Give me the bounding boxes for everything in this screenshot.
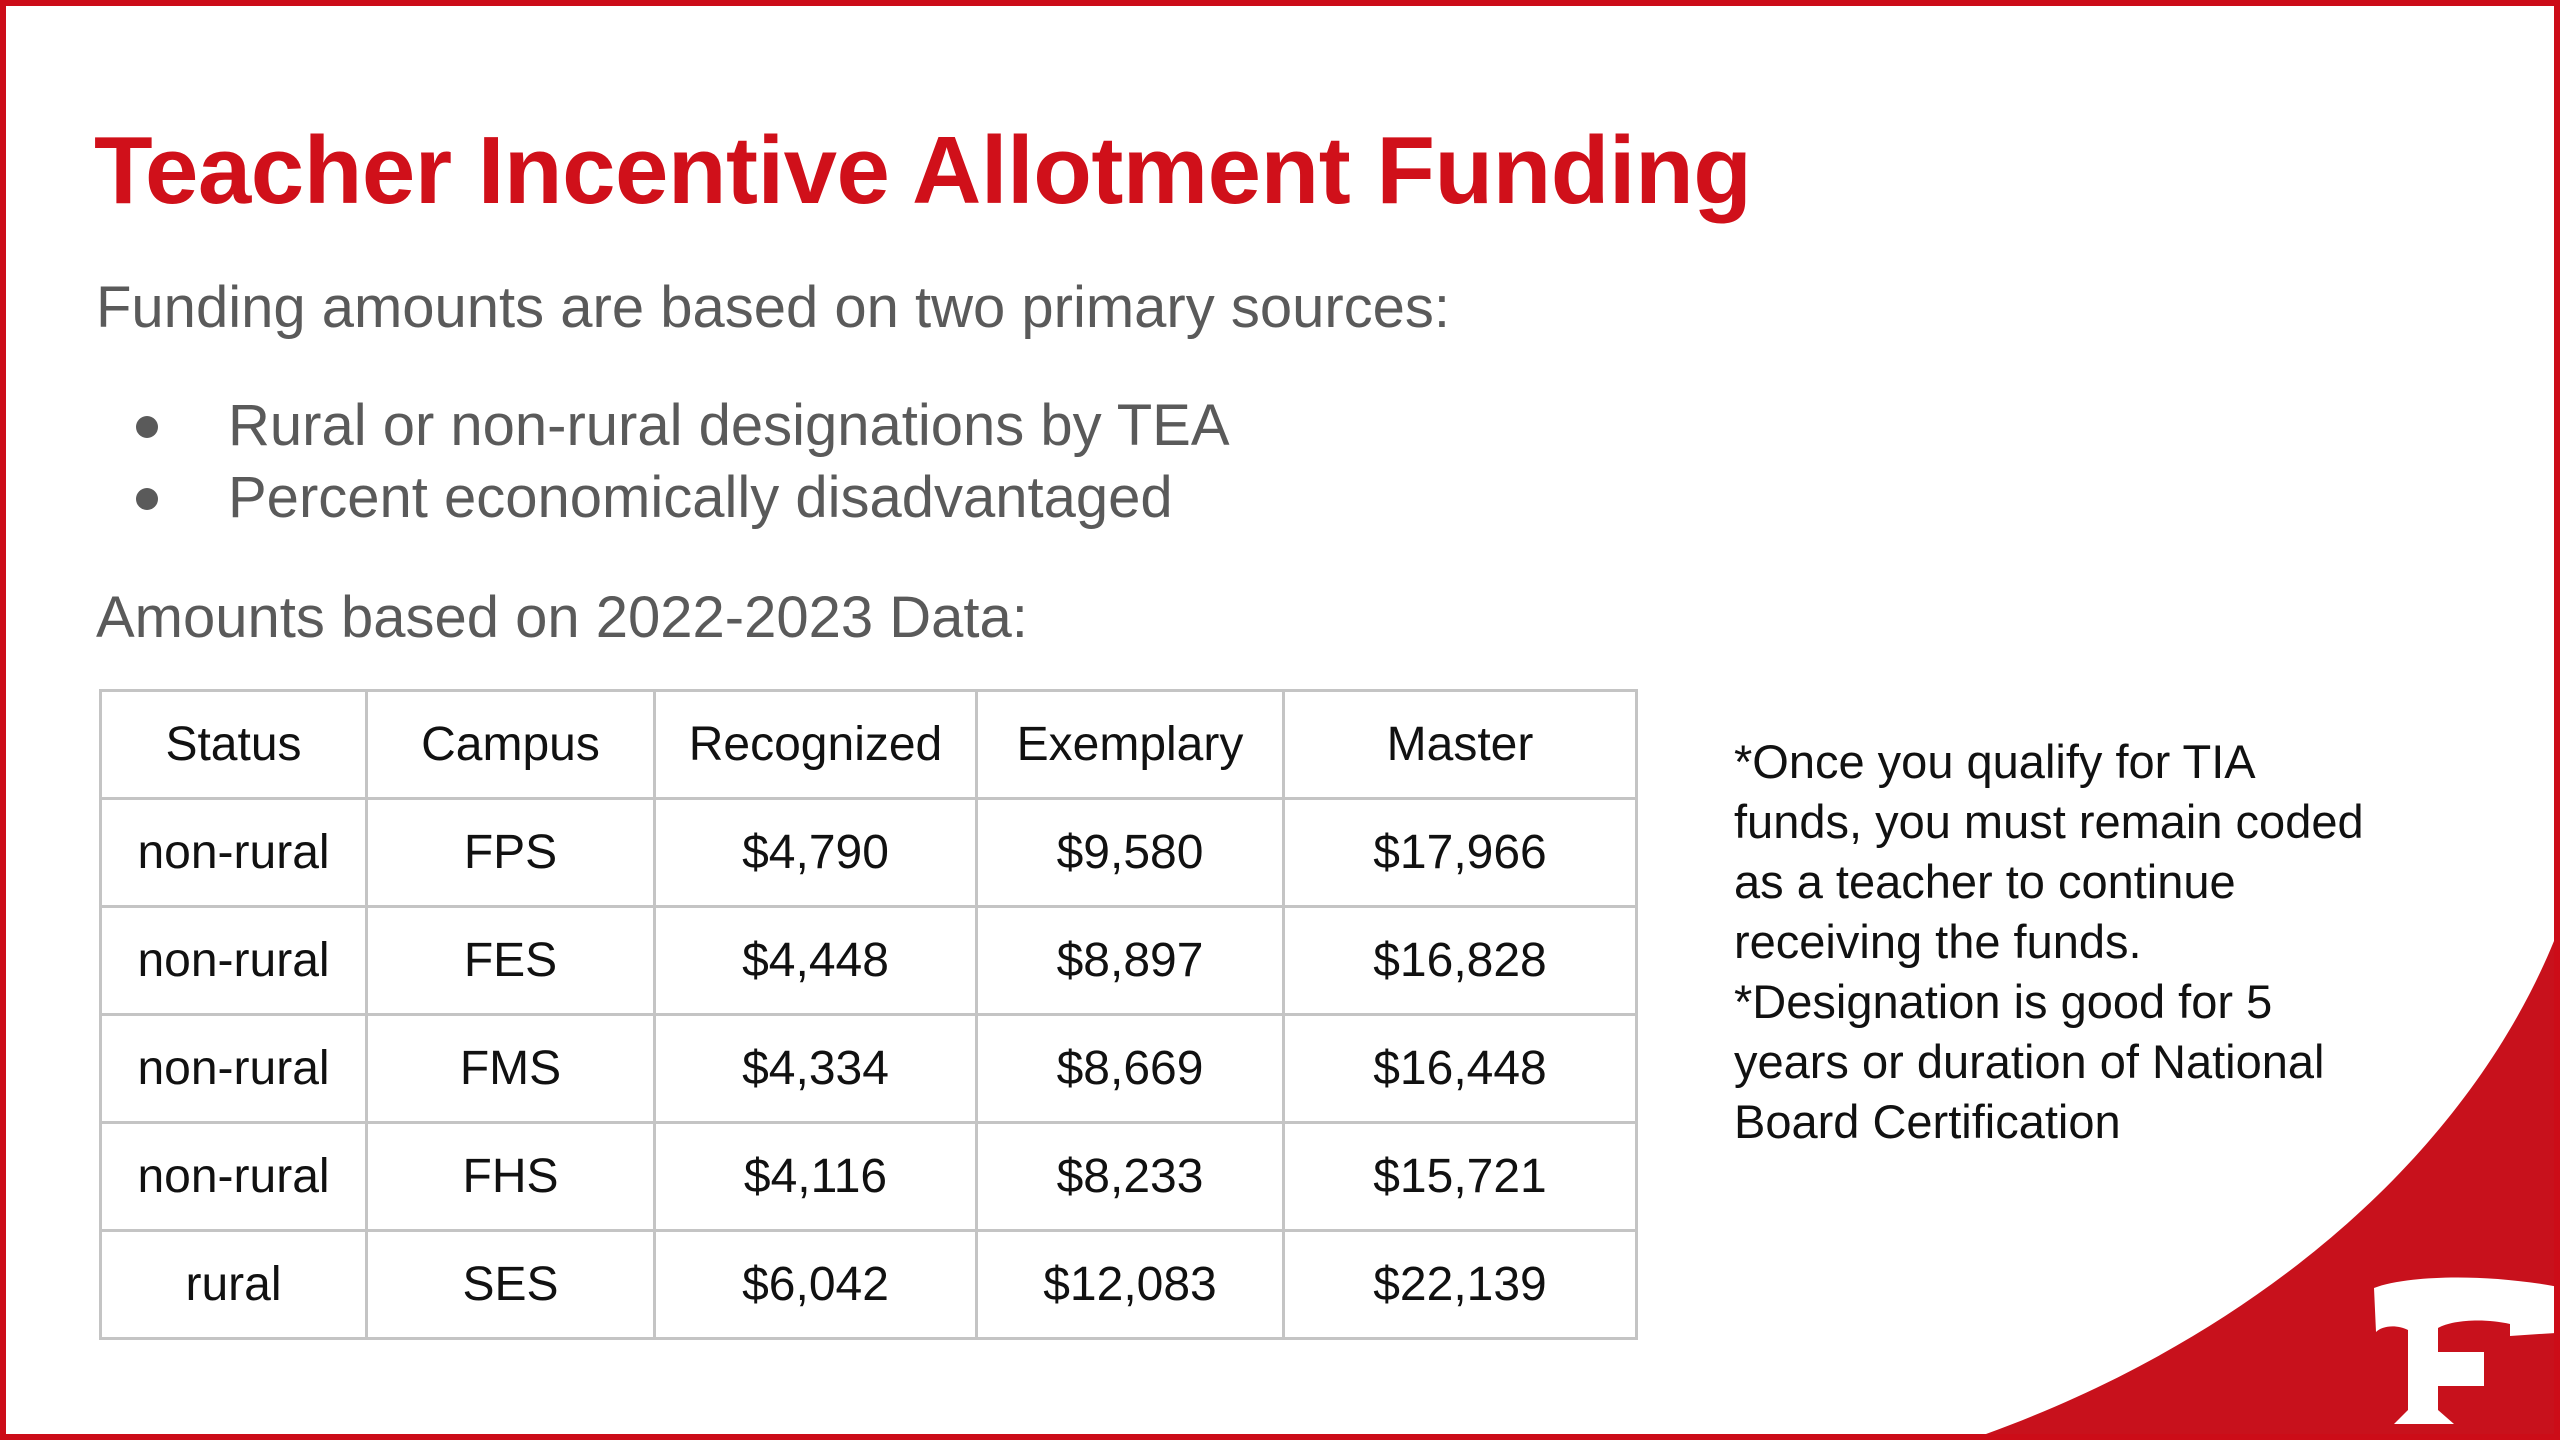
cell-recognized: $4,334 (655, 1015, 977, 1123)
cell-status: non-rural (101, 1123, 367, 1231)
cell-recognized: $4,790 (655, 799, 977, 907)
table-header-row (101, 691, 1637, 799)
header-master: Master (1284, 691, 1637, 799)
cell-master: $16,448 (1284, 1015, 1637, 1123)
slide-title: Teacher Incentive Allotment Funding (94, 117, 1752, 224)
cell-exemplary: $8,233 (977, 1123, 1284, 1231)
table-row (101, 1231, 1637, 1339)
table-row (101, 799, 1637, 907)
intro-text: Funding amounts are based on two primary sources: (96, 275, 1451, 340)
bullet-text: Percent economically disadvantaged (228, 465, 1173, 530)
cell-master: $22,139 (1284, 1231, 1637, 1339)
cell-status: non-rural (101, 1015, 367, 1123)
header-exemplary: Exemplary (977, 691, 1284, 799)
bullet-item (96, 462, 1230, 534)
cell-master: $16,828 (1284, 907, 1637, 1015)
bullet-text: Rural or non-rural designations by TEA (228, 393, 1230, 458)
bullet-item (96, 390, 1230, 462)
cell-exemplary: $8,897 (977, 907, 1284, 1015)
note-qualify: *Once you qualify for TIA funds, you must remain coded as a teacher to continue receiving the funds. (1734, 735, 2364, 968)
cell-campus: FHS (367, 1123, 655, 1231)
notes (1734, 732, 2374, 1152)
funding-table (99, 689, 1638, 1340)
cell-campus: FMS (367, 1015, 655, 1123)
cell-exemplary: $9,580 (977, 799, 1284, 907)
cell-exemplary: $8,669 (977, 1015, 1284, 1123)
cell-campus: FPS (367, 799, 655, 907)
cell-recognized: $6,042 (655, 1231, 977, 1339)
cell-status: non-rural (101, 799, 367, 907)
table-row (101, 907, 1637, 1015)
note-designation: *Designation is good for 5 years or duration of National Board Certification (1734, 975, 2325, 1148)
header-campus: Campus (367, 691, 655, 799)
cell-recognized: $4,116 (655, 1123, 977, 1231)
cell-master: $15,721 (1284, 1123, 1637, 1231)
bullet-dot-icon (136, 416, 158, 438)
cell-recognized: $4,448 (655, 907, 977, 1015)
table-row (101, 1123, 1637, 1231)
header-status: Status (101, 691, 367, 799)
header-recognized: Recognized (655, 691, 977, 799)
cell-status: non-rural (101, 907, 367, 1015)
amounts-label: Amounts based on 2022-2023 Data: (96, 585, 1028, 650)
cell-campus: SES (367, 1231, 655, 1339)
cell-exemplary: $12,083 (977, 1231, 1284, 1339)
cell-master: $17,966 (1284, 799, 1637, 907)
table-row (101, 1015, 1637, 1123)
bullet-dot-icon (136, 488, 158, 510)
cell-status: rural (101, 1231, 367, 1339)
bullet-list (96, 390, 1230, 534)
cell-campus: FES (367, 907, 655, 1015)
